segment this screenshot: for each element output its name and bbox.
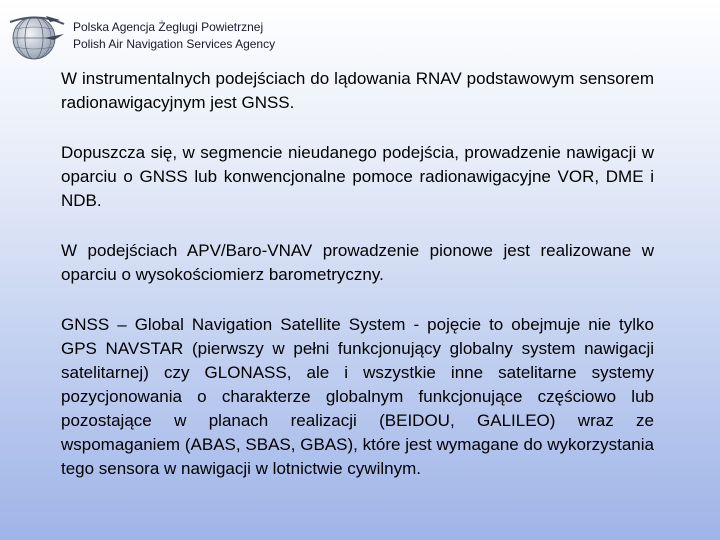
globe-aircraft-logo-icon — [8, 8, 66, 64]
agency-name — [73, 19, 275, 53]
slide-body — [61, 67, 654, 507]
agency-name-polish: Polska Agencja Żeglugi Powietrznej — [73, 20, 264, 34]
paragraph-gnss-definition: GNSS – Global Navigation Satellite System - pojęcie to obejmuje nie tylko GPS NAVSTAR (pierwszy w pełni funkcjonujący globalny system nawigacji satelitarnej) czy GLONASS, ale i wszystkie inne satelitarne systemy pozycjonowania o charakterze globalnym funkcjonujące częściowo lub pozostające w planach realizacji (BEIDOU, GALILEO) wraz ze wspomaganiem (ABAS, SBAS, GBAS), które jest wymagane do wykorzystania tego sensora w nawigacji w lotnictwie cywilnym. — [61, 315, 654, 478]
paragraph-missed-approach: Dopuszcza się, w segmencie nieudanego podejścia, prowadzenie nawigacji w oparciu o GNSS lub konwencjonalne pomoce radionawigacyjne VOR, DME i NDB. — [61, 143, 654, 210]
paragraph-apv-baro-vnav: W podejściach APV/Baro-VNAV prowadzenie pionowe jest realizowane w oparciu o wysokościomierz barometryczny. — [61, 241, 654, 284]
agency-name-english: Polish Air Navigation Services Agency — [73, 37, 276, 51]
paragraph-rnav-gnss: W instrumentalnych podejściach do lądowania RNAV podstawowym sensorem radionawigacyjnym jest GNSS. — [61, 69, 654, 112]
